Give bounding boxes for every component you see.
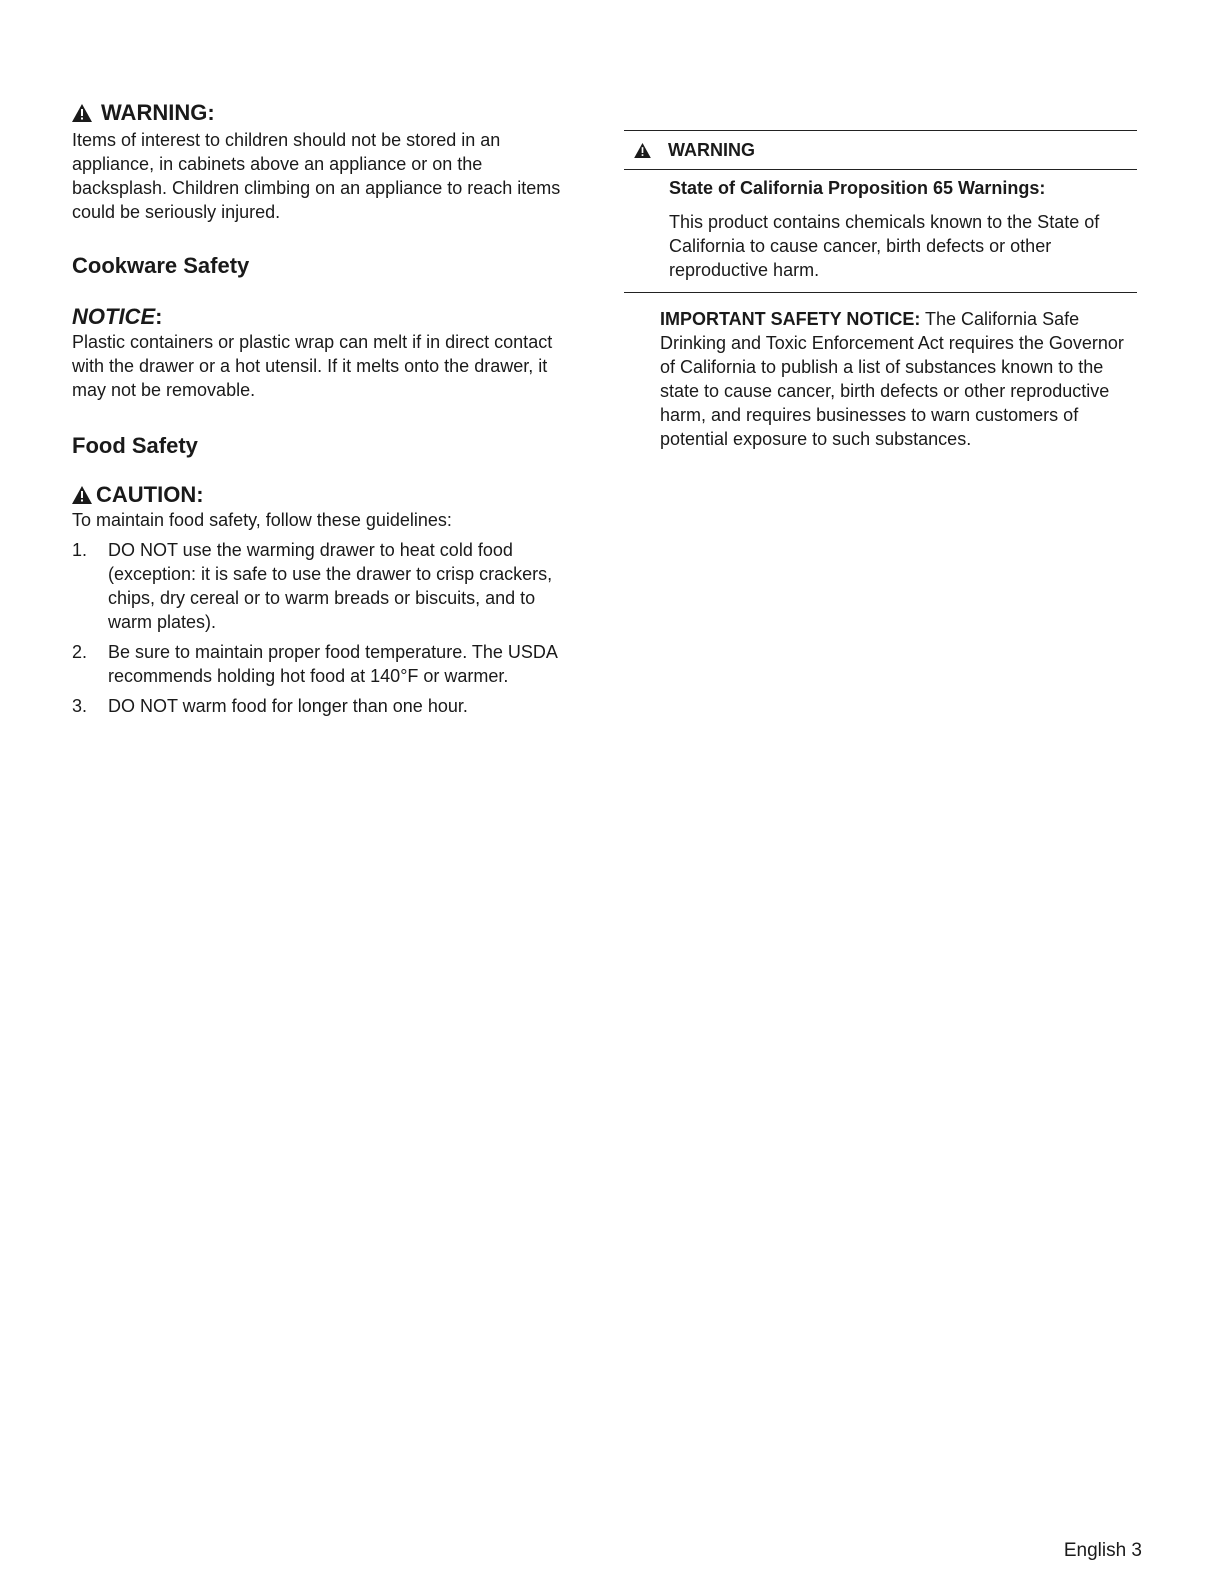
list-item-text: Be sure to maintain proper food temperature. The USDA recommends holding hot food at 140°F or warmer. bbox=[108, 642, 557, 686]
warning-body: Items of interest to children should not be stored in an appliance, in cabinets above an appliance or on the backsplash. Children climbing on an appliance to reach items could be seriously injured. bbox=[72, 130, 561, 222]
warning-triangle-icon bbox=[72, 104, 92, 122]
list-item-text: DO NOT warm food for longer than one hour. bbox=[108, 696, 468, 716]
warning-title: WARNING: bbox=[101, 100, 215, 125]
notice-body: Plastic containers or plastic wrap can melt if in direct contact with the drawer or a hot utensil. If it melts onto the drawer, it may not be removable. bbox=[72, 332, 553, 400]
food-safety-heading: Food Safety bbox=[72, 433, 198, 458]
warning-triangle-icon bbox=[634, 143, 651, 158]
list-item bbox=[72, 694, 582, 718]
notice-heading bbox=[72, 304, 582, 330]
warning-heading bbox=[72, 100, 582, 126]
prop65-warning-box bbox=[624, 130, 1137, 293]
page-footer: English 3 bbox=[1063, 1540, 1142, 1561]
caution-heading bbox=[72, 482, 582, 508]
prop65-subtitle: State of California Proposition 65 Warnings: bbox=[669, 178, 1046, 198]
right-column bbox=[624, 130, 1137, 451]
list-item-number: 3. bbox=[72, 696, 88, 716]
prop65-warning-title: WARNING bbox=[668, 139, 755, 160]
list-item-number: 2. bbox=[72, 642, 88, 662]
list-item-number: 1. bbox=[72, 540, 88, 560]
notice-title: NOTICE bbox=[72, 304, 156, 329]
food-safety-list bbox=[72, 538, 582, 718]
prop65-content bbox=[624, 170, 1137, 292]
prop65-warning-heading bbox=[624, 131, 1137, 170]
cookware-safety-heading: Cookware Safety bbox=[72, 253, 250, 278]
important-notice-label: IMPORTANT SAFETY NOTICE: bbox=[660, 309, 921, 329]
list-item bbox=[72, 640, 582, 688]
important-notice-body: The California Safe Drinking and Toxic Enforcement Act requires the Governor of California to publish a list of substances known to the state to cause cancer, birth defects or other reproductive harm, and requires businesses to warn customers of potential exposure to such substances. bbox=[660, 309, 1124, 449]
list-item-text: DO NOT use the warming drawer to heat cold food (exception: it is safe to use the drawer to crisp crackers, chips, dry cereal or to warm breads or biscuits, and to warm plates). bbox=[108, 540, 553, 632]
caution-intro: To maintain food safety, follow these guidelines: bbox=[72, 510, 452, 530]
important-safety-notice bbox=[660, 307, 1137, 451]
notice-colon: : bbox=[155, 304, 163, 329]
caution-title: CAUTION: bbox=[96, 482, 204, 507]
left-column bbox=[72, 100, 582, 724]
list-item bbox=[72, 538, 582, 634]
warning-triangle-icon bbox=[72, 486, 92, 504]
prop65-body: This product contains chemicals known to the State of California to cause cancer, birth defects or other reproductive harm. bbox=[669, 212, 1100, 280]
